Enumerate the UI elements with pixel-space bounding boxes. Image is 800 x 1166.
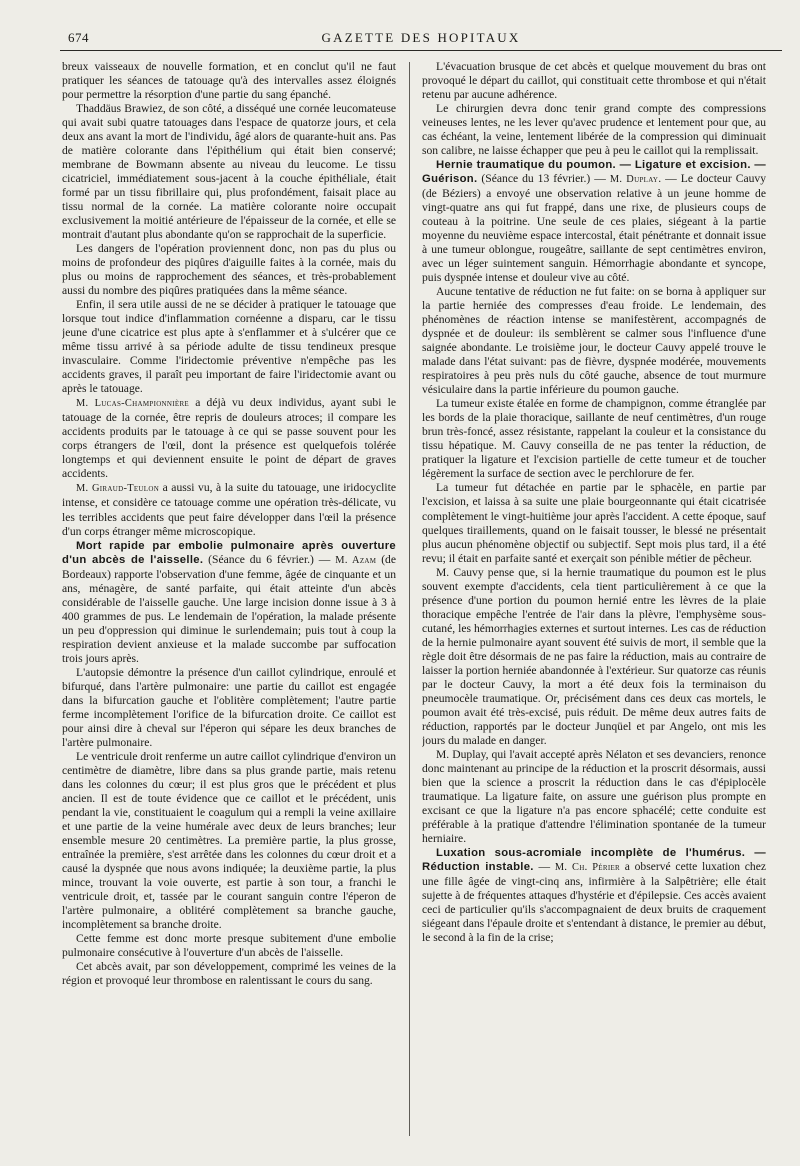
page-header bbox=[60, 26, 782, 51]
paragraph: breux vaisseaux de nouvelle formation, et en conclut qu'il ne faut pratiquer les séances de tatouage qu'à des intervalles assez éloignés pour permettre la résorption d'une partie du sang épanché. bbox=[62, 60, 396, 102]
paragraph-text: a observé cette luxation chez une fille âgée de vingt-cinq ans, infirmière à la Salpêtrière; elle était sujette à de fréquentes attaques d'hystérie et d'épilepsie. Ces accès avaient ceci de particulier qu'ils s'accompagnaient de deux bruits de craquement siégeant dans l'épaule droite et s'entendant à distance, le premier au début, le second à la fin de la crise; bbox=[422, 859, 766, 944]
speaker-name: M. Giraud-Teulon bbox=[76, 483, 160, 495]
paragraph: L'autopsie démontre la présence d'un caillot cylindrique, enroulé et bifurqué, dans l'artère pulmonaire: une partie du caillot est engagée dans la bifurcation gauche et l'oblitère complètement; l'autre partie ferme incomplètement l'orifice de la bifurcation droite. Ce caillot est pour ainsi dire à cheval sur l'éperon qui sépare les deux branches de l'artère pulmonaire. bbox=[62, 665, 396, 749]
paragraph: La tumeur fut détachée en partie par le sphacèle, en partie par l'excision, et laissa à sa suite une plaie bourgeonnante qui était cicatrisée complètement le vingt-huitième jour après l'accident. A cette époque, sauf quelques tiraillements, quand on le faisait tousser, le blessé ne présentait plus aucun phénomène objectif ou subjectif. Sept mois plus tard, il a été revu; il était en parfaite santé et exerçait son pénible métier de pêcheur. bbox=[422, 481, 766, 565]
running-title: GAZETTE DES HOPITAUX bbox=[321, 30, 521, 45]
paragraph-text: . — Le docteur Cauvy (de Béziers) a envoyé une observation relative à un jeune homme de vingt-quatre ans qui fut frappé, dans une rixe, de plusieurs coups de couteau à la poitrine. Une seule de ces plaies, siégeant à la partie moyenne du neuvième espace intercostal, était pénétrante et donnait issue à une tumeur oblongue, rougeâtre, saillante de sept centimètres environ, avec un léger suintement sanguin. Hémorrhagie abondante et syncope, puis dyspnée intense et douleur vive au côté. bbox=[422, 172, 766, 285]
section-heading: Mort rapide par embolie pulmonaire après ouverture d'un abcès de l'aisselle. bbox=[62, 539, 396, 566]
section-paragraph bbox=[422, 846, 766, 945]
section-heading: Hernie traumatique du poumon. — Ligature et excision. — Guérison. bbox=[422, 159, 766, 186]
paragraph bbox=[62, 396, 396, 481]
section-heading: Luxation sous-acromiale incomplète de l'humérus. — Réduction instable. bbox=[422, 846, 766, 873]
speaker-name: M. Duplay bbox=[609, 174, 659, 186]
column-rule bbox=[409, 62, 410, 1136]
paragraph: Cette femme est donc morte presque subitement d'une embolie pulmonaire consécutive à l'ouverture d'un abcès de l'aisselle. bbox=[62, 931, 396, 959]
paragraph-text: (Séance du 6 février.) — bbox=[203, 552, 336, 566]
left-column bbox=[62, 60, 396, 1140]
right-column bbox=[422, 60, 766, 1140]
paragraph-text: a aussi vu, à la suite du tatouage, une iridocyclite intense, et considère ce tatouage comme une opération très-délicate, vu les terribles accidents que peut faire développer dans l'œil la présence d'un corps étranger même microscopique. bbox=[62, 481, 396, 538]
paragraph bbox=[62, 481, 396, 538]
speaker-name: M. Lucas-Championnière bbox=[76, 398, 190, 410]
paragraph-text: (Séance du 13 février.) — bbox=[477, 172, 610, 186]
paragraph: Le chirurgien devra donc tenir grand compte des compressions veineuses lentes, ne les lever qu'avec prudence et lentement pour que, au cas échéant, la veine, lentement libérée de la compression qui diminuait son calibre, ne laisse échapper que peu à peu le caillot qui la remplissait. bbox=[422, 102, 766, 158]
section-paragraph bbox=[422, 158, 766, 285]
section-paragraph bbox=[62, 539, 396, 666]
paragraph: M. Cauvy pense que, si la hernie traumatique du poumon est le plus souvent exempte d'accidents, cela tient particulièrement à ce que la présence d'une portion du poumon hernié entre les lèvres de la plaie thoracique empêche l'entrée de l'air dans la plèvre, l'emphysème sous-cutané, les hémorrhagies externes et surtout internes. Les cas de réduction de la hernie pulmonaire ayant souvent été suivis de mort, il semble que la règle doit être désormais de ne pas faire la réduction, mais au contraire de laisser la portion herniée abandonnée à l'extérieur. Sur quatorze cas réunis par le docteur Cauvy, la mort a été deux fois la terminaison du pneumocèle traumatique. Or, précisément dans ces deux cas mortels, le poumon avait été très-excisé, puis réduit. De même deux autres faits de réduction, rapportés par le docteur Junqüel et par Angelo, ont mis les jours du malade en danger. bbox=[422, 565, 766, 747]
paragraph: Aucune tentative de réduction ne fut faite: on se borna à appliquer sur la partie herniée des compresses d'eau froide. Le lendemain, des phénomènes de réaction intense se manifestèrent, accompagnés de dyspnée et de douleur: ils semblèrent se calmer sous l'influence d'une saignée abondante. Le troisième jour, le docteur Cauvy appelé trouve le malade dans l'état suivant: pas de fièvre, dyspnée modérée, mouvements respiratoires à peu près nuls du côté gauche, absence de tout murmure vésiculaire dans la partie inférieure du poumon gauche. bbox=[422, 285, 766, 397]
paragraph: Les dangers de l'opération proviennent donc, non pas du plus ou moins de profondeur des piqûres d'aiguille faites à la cornée, mais du plus ou moins de rapprochement des séances, et très-probablement aussi du nombre des piqûres pratiquées dans la même séance. bbox=[62, 242, 396, 298]
paragraph: M. Duplay, qui l'avait accepté après Nélaton et ses devanciers, renonce donc maintenant au principe de la réduction et la proscrit désormais, aussi bien que la science a proscrit la réduction dans le cas d'épiplocèle traumatique. La ligature faite, on assure une guérison plus prompte en excisant ce que la ligature n'a pas encore sphacélé; cette conduite est préférable à la pratique d'attendre l'élimination spontanée de la tumeur herniaire. bbox=[422, 747, 766, 845]
paragraph-text: a déjà vu deux individus, ayant subi le tatouage de la cornée, être repris de douleurs atroces; il compare les accidents produits par le tatouage à ce qui se passe souvent pour les corps étrangers de l'œil, dont la présence est quelquefois tolérée longtemps et qui deviennent ensuite le point de départ de graves accidents. bbox=[62, 396, 396, 481]
page-number: 674 bbox=[68, 30, 89, 45]
paragraph: Le ventricule droit renferme un autre caillot cylindrique d'environ un centimètre de diamètre, libre dans sa plus grande partie, mais retenu dans les colonnes du cœur; il est plus gros que le précédent et plus ancien. Il est de toute évidence que ce caillot et le précédent, unis pendant la vie, constituaient le coagulum qui a rempli la veine axillaire et une partie de la veine humérale avec deux de leurs branches; leur ensemble mesure 20 centimètres. La première partie, la plus grosse, entraînée la première, s'est arrêtée dans les colonnes du cœur droit et a causé la dyspnée que nous avons indiquée; la deuxième partie, la plus mince, trouvant la voie ouverte, est partie à son tour, a franchi le ventricule droit, et, tassée par le courant sanguin contre l'éperon de l'artère pulmonaire, a oblitéré complètement sa branche gauche, incomplètement sa branche droite. bbox=[62, 749, 396, 931]
speaker-name: M. Ch. Périer bbox=[554, 861, 621, 873]
paragraph-text: — bbox=[533, 859, 555, 873]
paragraph-text: (de Bordeaux) rapporte l'observation d'une femme, âgée de cinquante et un ans, ménagère, de santé parfaite, qui était atteinte d'un abcès considérable de l'aisselle gauche. Une large incision donne issue à 3 à 400 grammes de pus. Le lendemain de l'opération, la malade présente un peu d'oppression qui diminue le surlendemain; puis tout à coup la respiration devient anxieuse et la malade succombe par suffocation trois jours après. bbox=[62, 552, 396, 665]
paragraph: L'évacuation brusque de cet abcès et quelque mouvement du bras ont provoqué le départ du caillot, qui constituait cette thrombose et qui n'était retenu par aucune adhérence. bbox=[422, 60, 766, 102]
paragraph: Enfin, il sera utile aussi de ne se décider à pratiquer le tatouage que lorsque tout indice d'inflammation cornéenne a disparu, car le tissu jeune d'une cicatrice est plus apte à s'enflammer et à s'ulcérer que ce même tissu arrivé à sa période adulte de tissu tendineux presque invasculaire. Comme l'iridectomie préventive n'empêche pas les accidents graves, il paraît peu important de faire l'iridectomie avant ou après le tatouage. bbox=[62, 298, 396, 396]
speaker-name: M. Azam bbox=[335, 554, 377, 566]
paragraph: Cet abcès avait, par son développement, comprimé les veines de la région et provoqué leur thrombose en ralentissant le cours du sang. bbox=[62, 960, 396, 988]
paragraph: La tumeur existe étalée en forme de champignon, comme étranglée par les bords de la plaie thoracique, saillante de neuf centimètres, d'un rouge brun très-foncé, assez résistante, rappelant la couleur et la consistance du tissu hépatique. M. Cauvy conseilla de ne pas tenter la réduction, de pratiquer la ligature et l'excision partielle de cette tumeur et de toucher légèrement la surface de section avec le perchlorure de fer. bbox=[422, 397, 766, 481]
paragraph: Thaddäus Brawiez, de son côté, a disséqué une cornée leucomateuse qui avait subi quatre tatouages dans l'espace de quatorze jours, et cela deux ans avant la mort de l'individu, âgé alors de quarante-huit ans. Pas de matière colorante dans l'épithélium qui était bien conservé; membrane de Bowmann absente au niveau du leucome. Le tissu cicatriciel, immédiatement sous-jacent à la couche épithéliale, était formé par un tissu fibrillaire qui, plus profondément, faisait place au tissu normal de la cornée. La matière colorante noire occupait exclusivement la moitié antérieure de l'épaisseur de la cornée, et elle se montrait d'autant plus abondante qu'on se rapprochait de la superficie. bbox=[62, 102, 396, 242]
